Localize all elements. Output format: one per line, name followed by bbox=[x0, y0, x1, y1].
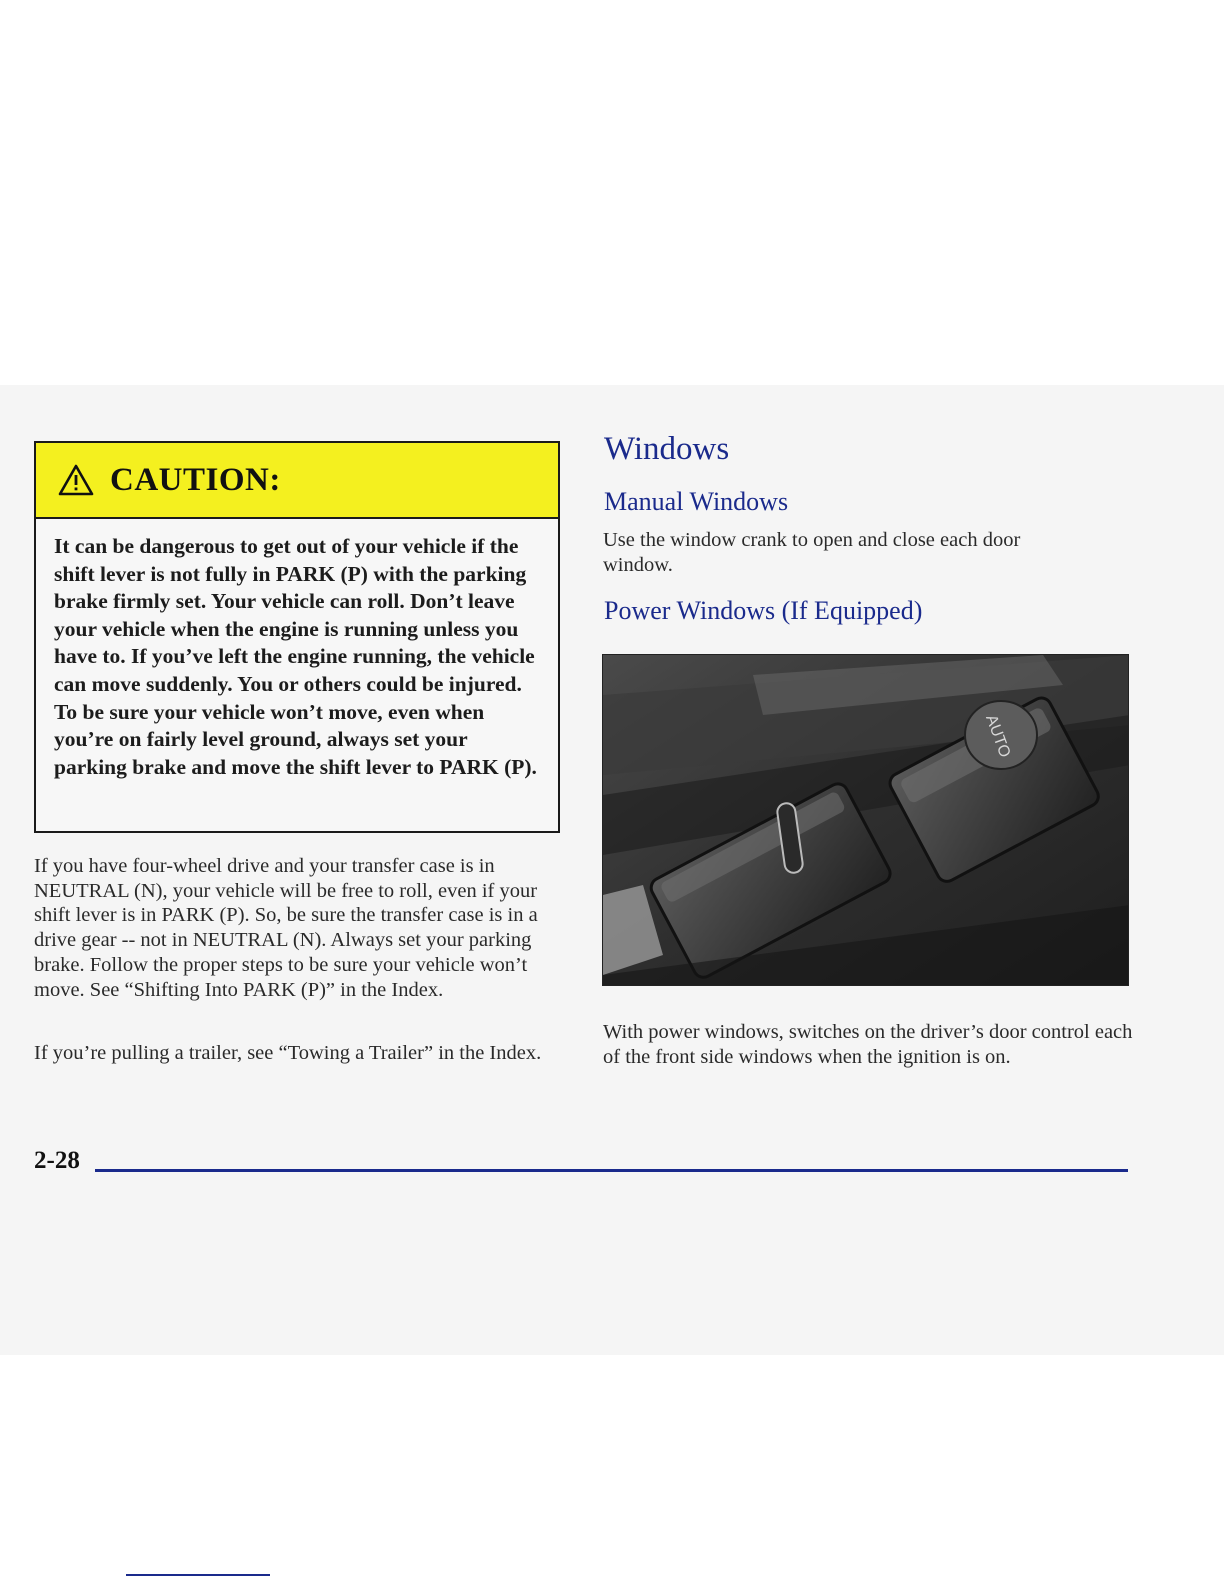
auto-label: AUTO bbox=[982, 712, 1014, 760]
caution-text: It can be dangerous to get out of your vehicle if the shift lever is not fully in PARK (P) with the parking brake firmly set. Your vehicle can roll. Don’t leave your vehicle when the engine is running unless you have to. If you’ve left the engine running, the vehicle can move suddenly. You or others could be injured. To be sure your vehicle won’t move, even when you’re on fairly level ground, always set your parking brake and move the shift lever to PARK (P). bbox=[54, 534, 537, 779]
bottom-decor-rule bbox=[126, 1574, 270, 1576]
page-number: 2-28 bbox=[34, 1147, 80, 1174]
window-switch-illustration bbox=[603, 655, 1129, 986]
four-wheel-drive-paragraph: If you have four-wheel drive and your transfer case is in NEUTRAL (N), your vehicle will be free to roll, even if your shift lever is in PARK (P). So, be sure the transfer case is in a drive gear -- not in NEUTRAL (N). Always set your parking brake. Follow the proper steps to be sure your vehicle won’t move. See “Shifting Into PARK (P)” in the Index. bbox=[34, 855, 538, 1001]
power-windows-paragraph: With power windows, switches on the driver’s door control each of the front side windows when the ignition is on. bbox=[603, 1021, 1133, 1068]
subheading-power-windows: Power Windows (If Equipped) bbox=[604, 596, 923, 625]
footer-rule bbox=[95, 1169, 1128, 1172]
manual-windows-paragraph: Use the window crank to open and close each door window. bbox=[603, 529, 1021, 576]
subheading-manual-windows: Manual Windows bbox=[604, 487, 789, 516]
caution-header bbox=[36, 443, 558, 519]
caution-title: CAUTION: bbox=[110, 461, 281, 498]
trailer-paragraph: If you’re pulling a trailer, see “Towing a Trailer” in the Index. bbox=[34, 1042, 542, 1064]
power-window-switch-photo bbox=[602, 654, 1129, 986]
caution-box bbox=[34, 441, 560, 833]
section-title-windows: Windows bbox=[604, 431, 730, 467]
warning-triangle-icon bbox=[58, 463, 94, 497]
